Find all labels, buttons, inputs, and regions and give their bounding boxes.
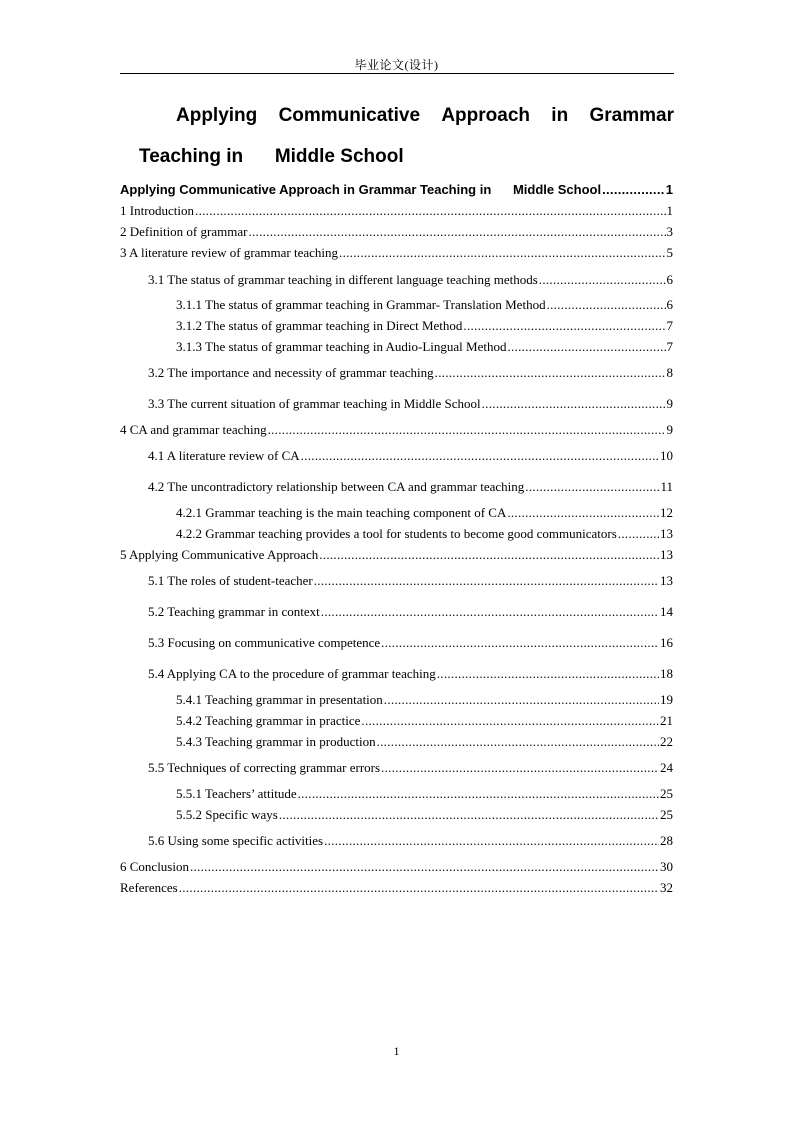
toc-entry[interactable] — [176, 786, 673, 802]
toc-page: 22 — [660, 734, 673, 749]
toc-leader — [547, 297, 666, 313]
toc-leader — [319, 547, 659, 563]
toc-page: 1 — [665, 182, 673, 197]
page-number: 1 — [393, 1044, 400, 1058]
toc-page: 13 — [660, 547, 673, 562]
toc-leader — [301, 448, 659, 464]
title-word: Communicative — [278, 105, 421, 126]
toc-label: 5.5.2 Specific ways — [176, 807, 278, 822]
toc-leader — [381, 635, 659, 651]
toc-entry[interactable] — [176, 734, 673, 750]
title-word: Applying — [176, 105, 258, 126]
title-word: Grammar — [589, 105, 674, 126]
toc-page: 24 — [660, 760, 673, 775]
toc-label: 5.3 Focusing on communicative competence — [148, 635, 381, 650]
toc-label: 4 CA and grammar teaching — [120, 422, 267, 437]
toc-page: 12 — [660, 505, 673, 520]
toc-page: 7 — [666, 318, 673, 333]
toc-entry[interactable] — [120, 859, 673, 875]
toc-entry[interactable] — [176, 505, 673, 521]
toc-leader — [361, 713, 659, 729]
toc-leader — [602, 182, 665, 198]
toc-entry-title[interactable] — [120, 182, 673, 198]
toc-label: Applying Communicative Approach in Grammar Teaching in Middle School — [120, 182, 602, 197]
toc-entry[interactable] — [120, 245, 673, 261]
toc-label: 4.2 The uncontradictory relationship between CA and grammar teaching — [148, 479, 525, 494]
toc-page: 32 — [660, 880, 673, 895]
toc-page: 28 — [660, 833, 673, 848]
toc-page: 19 — [660, 692, 673, 707]
toc-entry[interactable] — [148, 365, 673, 381]
toc-label: 4.2.1 Grammar teaching is the main teaching component of CA — [176, 505, 507, 520]
toc-page: 8 — [666, 365, 673, 380]
toc-page: 6 — [666, 297, 673, 312]
toc-entry[interactable] — [120, 224, 673, 240]
toc-leader — [268, 422, 666, 438]
toc-page: 13 — [660, 573, 673, 588]
toc-page: 10 — [660, 448, 673, 463]
toc-entry[interactable] — [176, 807, 673, 823]
toc-label: 5.4 Applying CA to the procedure of grammar teaching — [148, 666, 436, 681]
toc-label: 5.4.3 Teaching grammar in production — [176, 734, 376, 749]
toc-page: 13 — [660, 526, 673, 541]
toc-leader — [507, 505, 659, 521]
toc-page: 1 — [666, 203, 673, 218]
toc-label: 5.4.1 Teaching grammar in presentation — [176, 692, 383, 707]
toc-entry[interactable] — [176, 713, 673, 729]
toc-label: 3.1.3 The status of grammar teaching in Audio-Lingual Method — [176, 339, 507, 354]
toc-label: 1 Introduction — [120, 203, 195, 218]
toc-entry[interactable] — [148, 760, 673, 776]
toc-label: 5.1 The roles of student-teacher — [148, 573, 313, 588]
toc-entry[interactable] — [120, 422, 673, 438]
toc-label: 3.3 The current situation of grammar teaching in Middle School — [148, 396, 481, 411]
toc-leader — [195, 203, 665, 219]
toc-entry[interactable] — [148, 635, 673, 651]
toc-label: References — [120, 880, 178, 895]
toc-page: 16 — [660, 635, 673, 650]
toc-leader — [435, 365, 666, 381]
toc-leader — [525, 479, 659, 495]
toc-leader — [190, 859, 659, 875]
toc-label: 2 Definition of grammar — [120, 224, 248, 239]
toc-label: 4.2.2 Grammar teaching provides a tool for students to become good communicators — [176, 526, 617, 541]
toc-label: 5.6 Using some specific activities — [148, 833, 324, 848]
toc-leader — [437, 666, 659, 682]
toc-label: 4.1 A literature review of CA — [148, 448, 300, 463]
toc-leader — [321, 604, 659, 620]
toc-entry[interactable] — [148, 833, 673, 849]
toc-leader — [463, 318, 665, 334]
toc-entry[interactable] — [148, 604, 673, 620]
title-word: Approach — [441, 105, 531, 126]
toc-entry[interactable] — [120, 547, 673, 563]
toc-page: 11 — [660, 479, 673, 494]
toc-entry[interactable] — [148, 573, 673, 589]
toc-entry[interactable] — [148, 448, 673, 464]
toc-leader — [377, 734, 659, 750]
toc-label: 3.1.1 The status of grammar teaching in Grammar- Translation Method — [176, 297, 546, 312]
toc-leader — [298, 786, 659, 802]
toc-label: 5.2 Teaching grammar in context — [148, 604, 320, 619]
toc-leader — [482, 396, 666, 412]
toc-entry[interactable] — [176, 318, 673, 334]
toc-entry[interactable] — [176, 692, 673, 708]
toc-page: 9 — [666, 396, 673, 411]
toc-page: 21 — [660, 713, 673, 728]
toc-page: 6 — [666, 272, 673, 287]
toc-entry[interactable] — [148, 479, 673, 495]
toc-label: 5.4.2 Teaching grammar in practice — [176, 713, 361, 728]
toc-leader — [339, 245, 665, 261]
toc-label: 5.5.1 Teachers’ attitude — [176, 786, 297, 801]
toc-page: 3 — [666, 224, 673, 239]
toc-entry[interactable] — [148, 666, 673, 682]
toc-entry[interactable] — [176, 339, 673, 355]
toc-label: 3.1.2 The status of grammar teaching in Direct Method — [176, 318, 463, 333]
toc-entry[interactable] — [120, 880, 673, 896]
toc-leader — [248, 224, 665, 240]
title-word: in — [551, 105, 569, 126]
toc-leader — [618, 526, 659, 542]
toc-label: 6 Conclusion — [120, 859, 189, 874]
toc-entry[interactable] — [148, 272, 673, 288]
page-header: 毕业论文(设计) — [354, 58, 439, 72]
toc-leader — [324, 833, 659, 849]
toc-leader — [539, 272, 666, 288]
toc-leader — [314, 573, 659, 589]
toc-page: 18 — [660, 666, 673, 681]
toc-label: 5 Applying Communicative Approach — [120, 547, 319, 562]
document-title-line-2: Teaching in Middle School — [139, 146, 404, 167]
toc-leader — [179, 880, 659, 896]
toc-page: 7 — [666, 339, 673, 354]
toc-leader — [381, 760, 659, 776]
toc-label: 3.1 The status of grammar teaching in different language teaching methods — [148, 272, 538, 287]
toc-label: 3.2 The importance and necessity of grammar teaching — [148, 365, 434, 380]
toc-page: 30 — [660, 859, 673, 874]
toc-leader — [507, 339, 665, 355]
toc-page: 25 — [660, 786, 673, 801]
toc-leader — [279, 807, 659, 823]
toc-entry[interactable] — [120, 203, 673, 219]
toc-entry[interactable] — [148, 396, 673, 412]
toc-label: 3 A literature review of grammar teaching — [120, 245, 339, 260]
toc-leader — [384, 692, 659, 708]
toc-entry[interactable] — [176, 297, 673, 313]
toc-label: 5.5 Techniques of correcting grammar errors — [148, 760, 381, 775]
toc-page: 14 — [660, 604, 673, 619]
toc-page: 5 — [666, 245, 673, 260]
toc-page: 25 — [660, 807, 673, 822]
toc-page: 9 — [666, 422, 673, 437]
toc-entry[interactable] — [176, 526, 673, 542]
